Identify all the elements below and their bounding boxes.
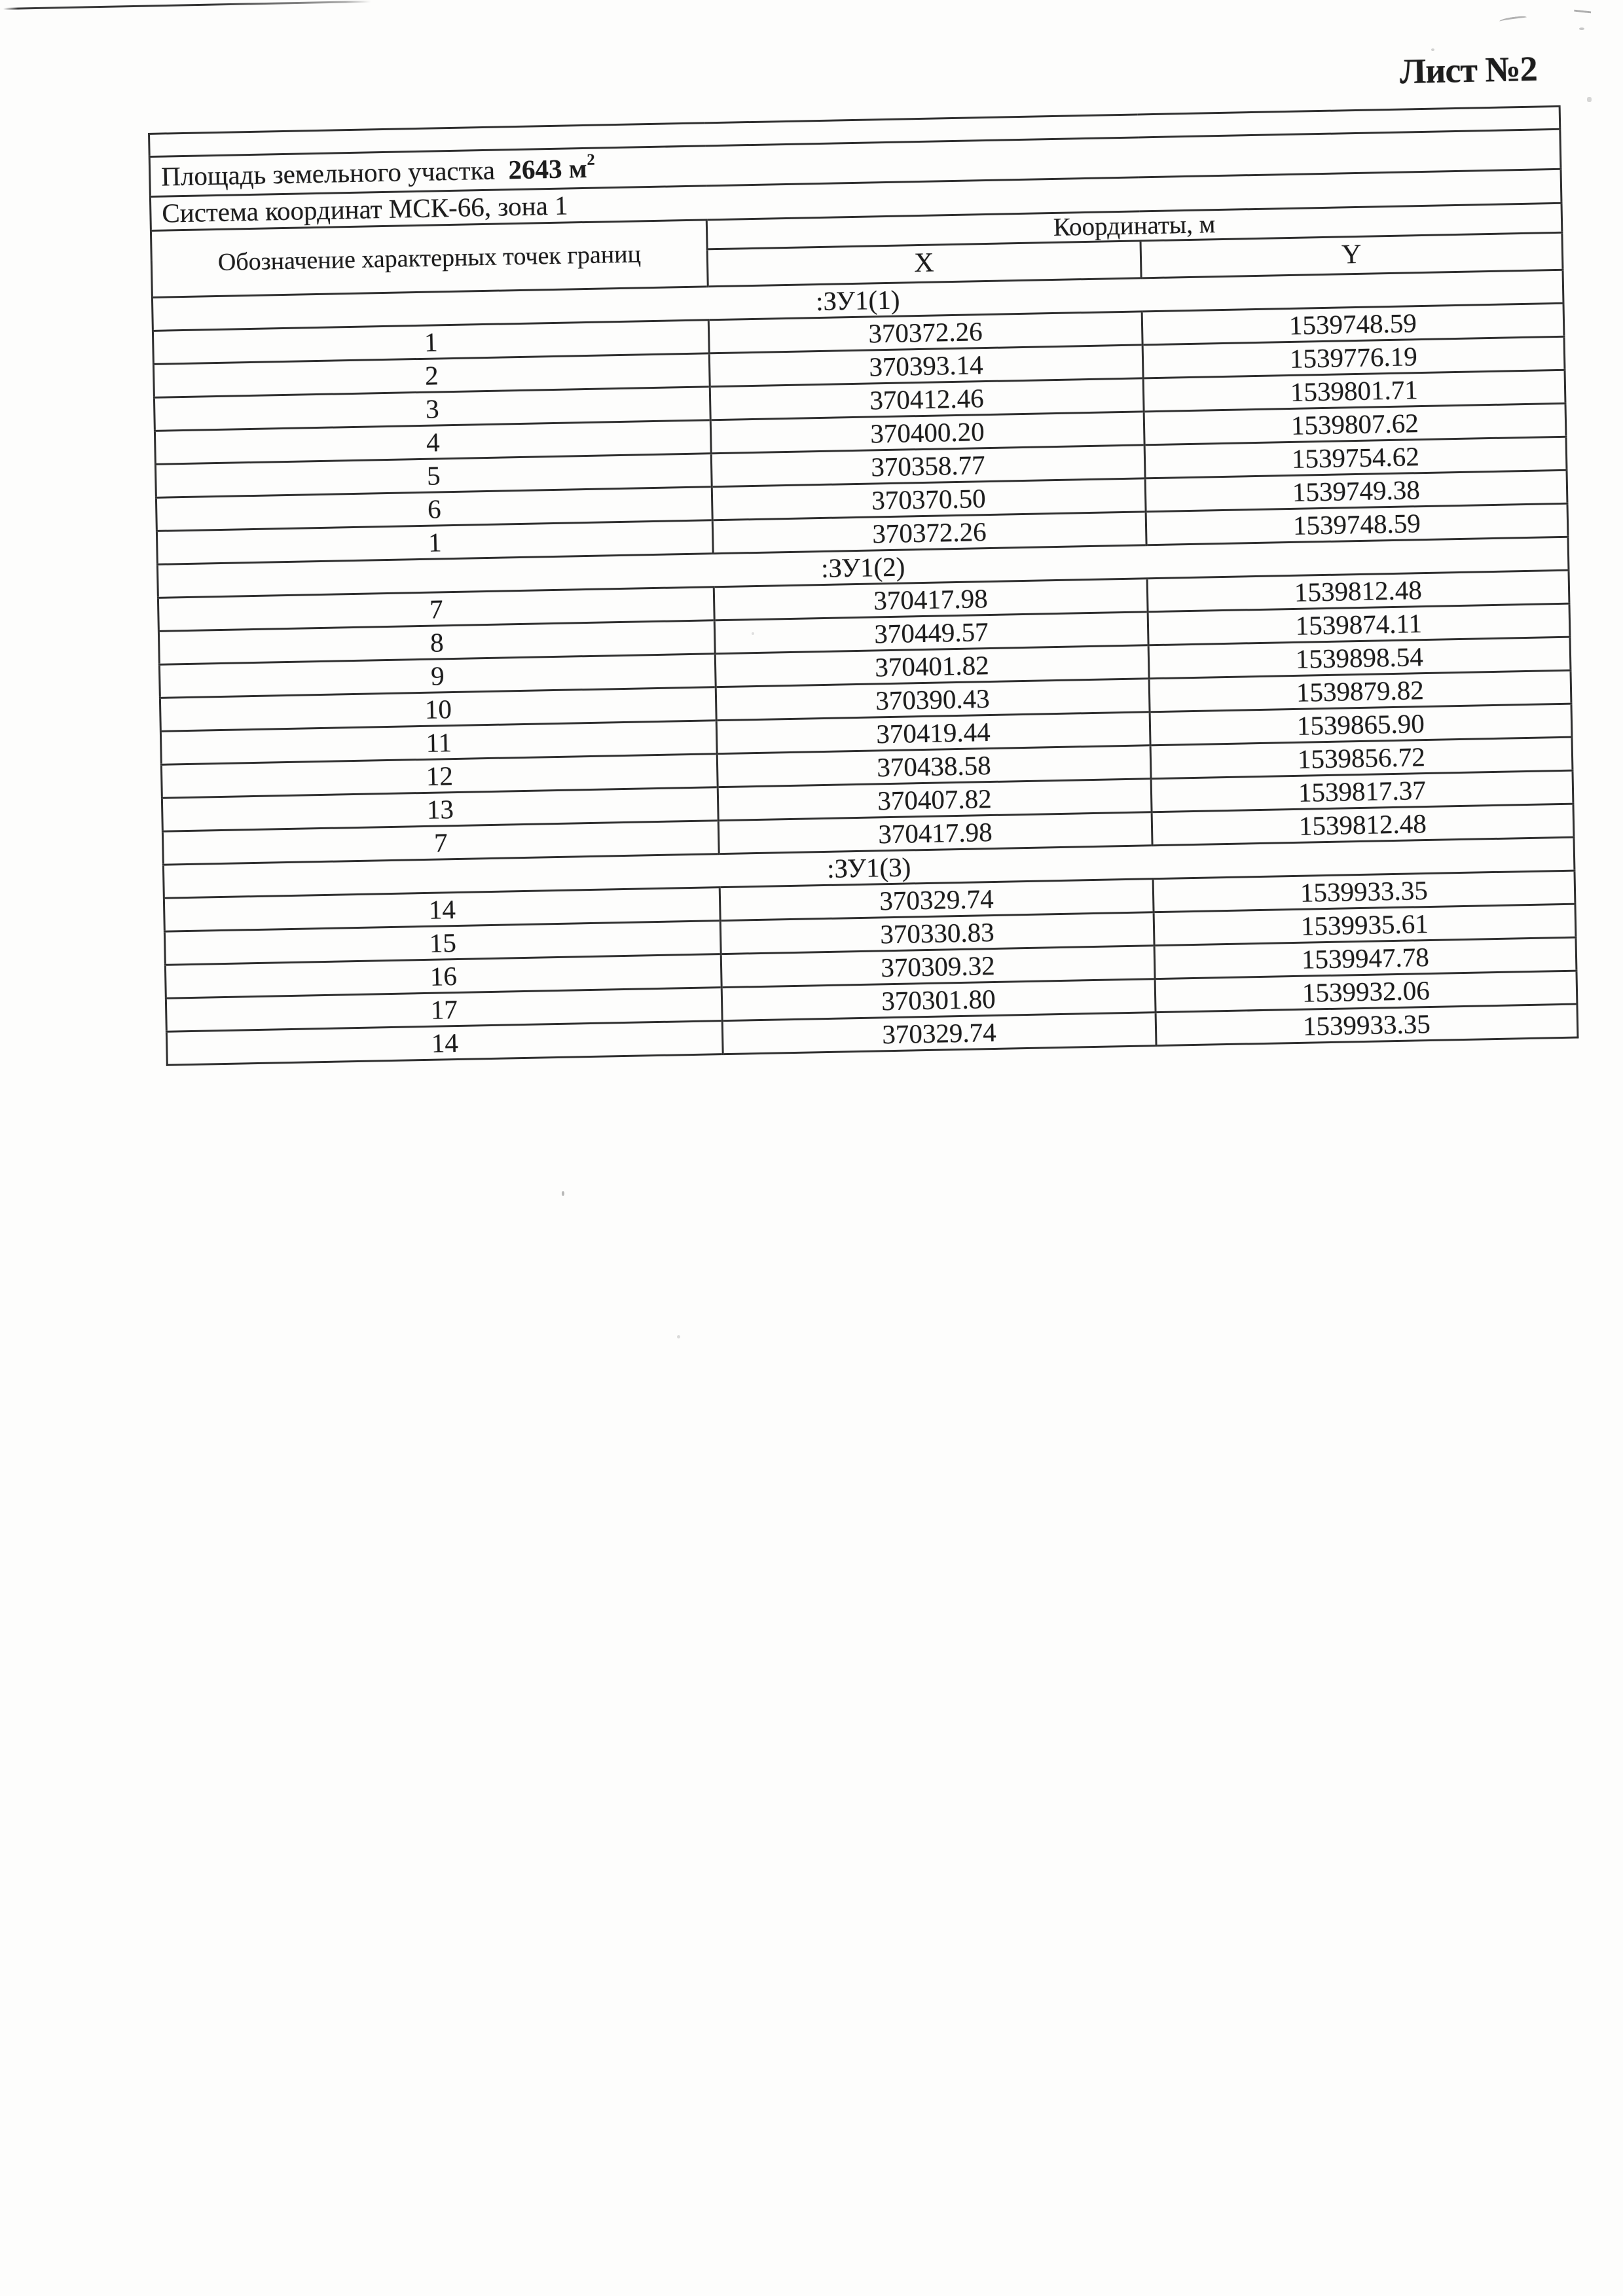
coords-rows: [152, 270, 1578, 1065]
y-value: 1539898.54: [1148, 637, 1571, 679]
coordinates-table-grid: [148, 105, 1578, 1066]
point-number: 1: [156, 520, 713, 565]
x-value: 370438.58: [717, 745, 1150, 787]
scan-artifact-mark: [1579, 27, 1584, 30]
x-value: 370358.77: [711, 445, 1144, 487]
y-value: 1539933.35: [1156, 1004, 1578, 1046]
y-value: 1539754.62: [1144, 437, 1567, 478]
y-value: 1539812.48: [1147, 570, 1569, 612]
y-value: 1539807.62: [1144, 403, 1566, 445]
sheet-number-label: Лист №2: [1399, 48, 1538, 92]
y-value: 1539817.37: [1151, 770, 1573, 812]
point-number: 4: [155, 420, 711, 465]
x-value: 370390.43: [716, 679, 1149, 721]
point-number: 9: [159, 654, 716, 698]
x-value: 370412.46: [710, 378, 1143, 420]
scan-speck: [562, 1191, 564, 1196]
x-value: 370449.57: [714, 612, 1148, 654]
scan-artifact-top-line: [3, 1, 371, 10]
area-value: 2643: [508, 153, 562, 185]
point-number: 7: [162, 821, 719, 865]
point-number: 6: [156, 487, 712, 531]
x-value: 370329.74: [722, 1013, 1156, 1054]
x-value: 370417.98: [714, 579, 1147, 620]
y-value: 1539879.82: [1149, 670, 1571, 712]
scan-speck: [1587, 97, 1592, 102]
point-number: 8: [158, 620, 715, 665]
x-value: 370372.26: [712, 512, 1146, 554]
points-column-header: Обозначение характерных точек границ: [151, 220, 708, 298]
y-value: 1539748.59: [1146, 503, 1568, 545]
coord-system-cell: Система координат МСК-66, зона 1: [150, 169, 1561, 230]
y-value: 1539935.61: [1154, 904, 1576, 946]
point-number: 14: [166, 1021, 723, 1066]
area-unit: $м^2$: [568, 151, 595, 184]
x-value: 370400.20: [710, 412, 1144, 454]
point-number: 13: [162, 787, 718, 832]
coordinates-table: [148, 105, 1578, 1066]
y-value: 1539748.59: [1142, 303, 1564, 345]
y-value: 1539932.06: [1155, 971, 1577, 1013]
scan-speck: [677, 1335, 680, 1338]
area-label: Площадь земельного участка: [160, 154, 496, 192]
point-number: 11: [160, 721, 717, 765]
y-value: 1539801.71: [1143, 370, 1565, 412]
x-value: 370393.14: [709, 345, 1142, 387]
x-value: 370419.44: [716, 712, 1150, 754]
coordinates-column-header: Координаты, м: [706, 203, 1562, 249]
point-number: 17: [166, 988, 722, 1032]
x-value: 370407.82: [718, 779, 1151, 821]
point-number: 10: [160, 687, 716, 732]
x-value: 370329.74: [720, 879, 1153, 921]
y-value: 1539874.11: [1148, 603, 1570, 645]
y-value: 1539856.72: [1150, 737, 1573, 779]
section-title: :ЗУ1(2): [157, 537, 1569, 598]
y-column-header: Y: [1140, 232, 1563, 278]
x-value: 370370.50: [712, 478, 1145, 520]
scan-artifact-mark: [1499, 15, 1527, 23]
x-value: 370401.82: [715, 645, 1148, 687]
point-number: 1: [153, 320, 709, 365]
y-value: 1539933.35: [1153, 870, 1575, 912]
y-value: 1539865.90: [1150, 704, 1572, 745]
x-value: 370301.80: [721, 979, 1155, 1021]
table-header-rows: [149, 106, 1563, 297]
point-number: 7: [158, 587, 714, 632]
point-number: 16: [165, 954, 721, 999]
point-number: 2: [153, 353, 710, 398]
y-value: 1539776.19: [1142, 336, 1565, 378]
y-value: 1539812.48: [1152, 804, 1574, 846]
point-number: 12: [161, 754, 718, 798]
x-value: 370309.32: [721, 946, 1154, 988]
point-number: 5: [155, 454, 712, 498]
section-title: :ЗУ1(1): [152, 270, 1563, 331]
y-value: 1539749.38: [1145, 470, 1567, 512]
point-number: 3: [154, 387, 710, 431]
x-column-header: X: [707, 241, 1141, 287]
x-value: 370330.83: [720, 912, 1154, 954]
section-title: :ЗУ1(3): [163, 837, 1575, 898]
point-number: 15: [164, 921, 721, 965]
x-value: 370417.98: [718, 812, 1152, 854]
scan-artifact-mark: [1574, 10, 1592, 16]
y-value: 1539947.78: [1154, 937, 1577, 979]
point-number: 14: [164, 888, 720, 932]
x-value: 370372.26: [708, 312, 1142, 353]
